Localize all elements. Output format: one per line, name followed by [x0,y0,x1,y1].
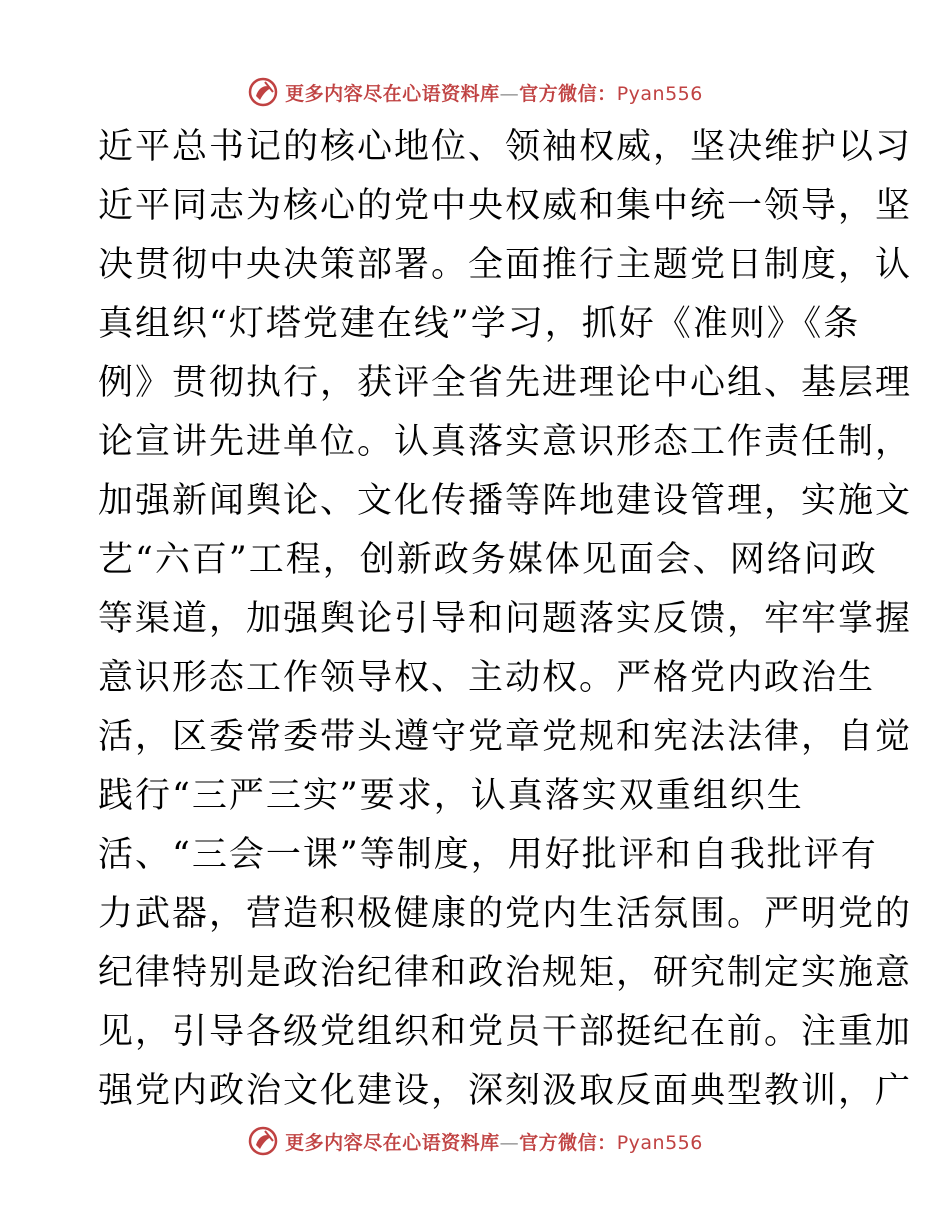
text-line: 活，区委常委带头遵守党章党规和宪法法律，自觉 [98,717,913,757]
watermark-text: 更多内容尽在心语资料库—官方微信：Pyan556 [285,1131,703,1154]
text-line: 加强新闻舆论、文化传播等阵地建设管理，实施文 [98,481,913,521]
text-line: 决贯彻中央决策部署。全面推行主题党日制度，认 [98,245,913,285]
text-line: 论宣讲先进单位。认真落实意识形态工作责任制， [98,422,913,462]
watermark-text: 更多内容尽在心语资料库—官方微信：Pyan556 [285,82,703,105]
text-line: 艺“六百”工程，创新政务媒体见面会、网络问政 [98,540,878,580]
header-watermark [0,72,950,112]
footer-watermark [0,1121,950,1161]
text-line: 力武器，营造积极健康的党内生活氛围。严明党的 [98,894,913,934]
text-line: 践行“三严三实”要求，认真落实双重组织生 [98,776,804,816]
text-line: 真组织“灯塔党建在线”学习，抓好《准则》《条 [98,304,861,344]
text-line: 纪律特别是政治纪律和政治规矩，研究制定实施意 [98,953,913,993]
brand-logo-icon [247,76,279,108]
text-line: 意识形态工作领导权、主动权。严格党内政治生 [98,658,876,698]
text-line: 近平总书记的核心地位、领袖权威，坚决维护以习 [98,127,913,167]
text-line: 近平同志为核心的党中央权威和集中统一领导，坚 [98,186,913,226]
text-line: 等渠道，加强舆论引导和问题落实反馈，牢牢掌握 [98,599,913,639]
text-line: 例》贯彻执行，获评全省先进理论中心组、基层理 [98,363,913,403]
document-body [98,118,913,1121]
text-line: 强党内政治文化建设，深刻汲取反面典型教训，广 [98,1071,913,1111]
text-line: 见，引导各级党组织和党员干部挺纪在前。注重加 [98,1012,913,1052]
text-line: 活、“三会一课”等制度，用好批评和自我批评有 [98,835,878,875]
brand-logo-icon [247,1125,279,1157]
